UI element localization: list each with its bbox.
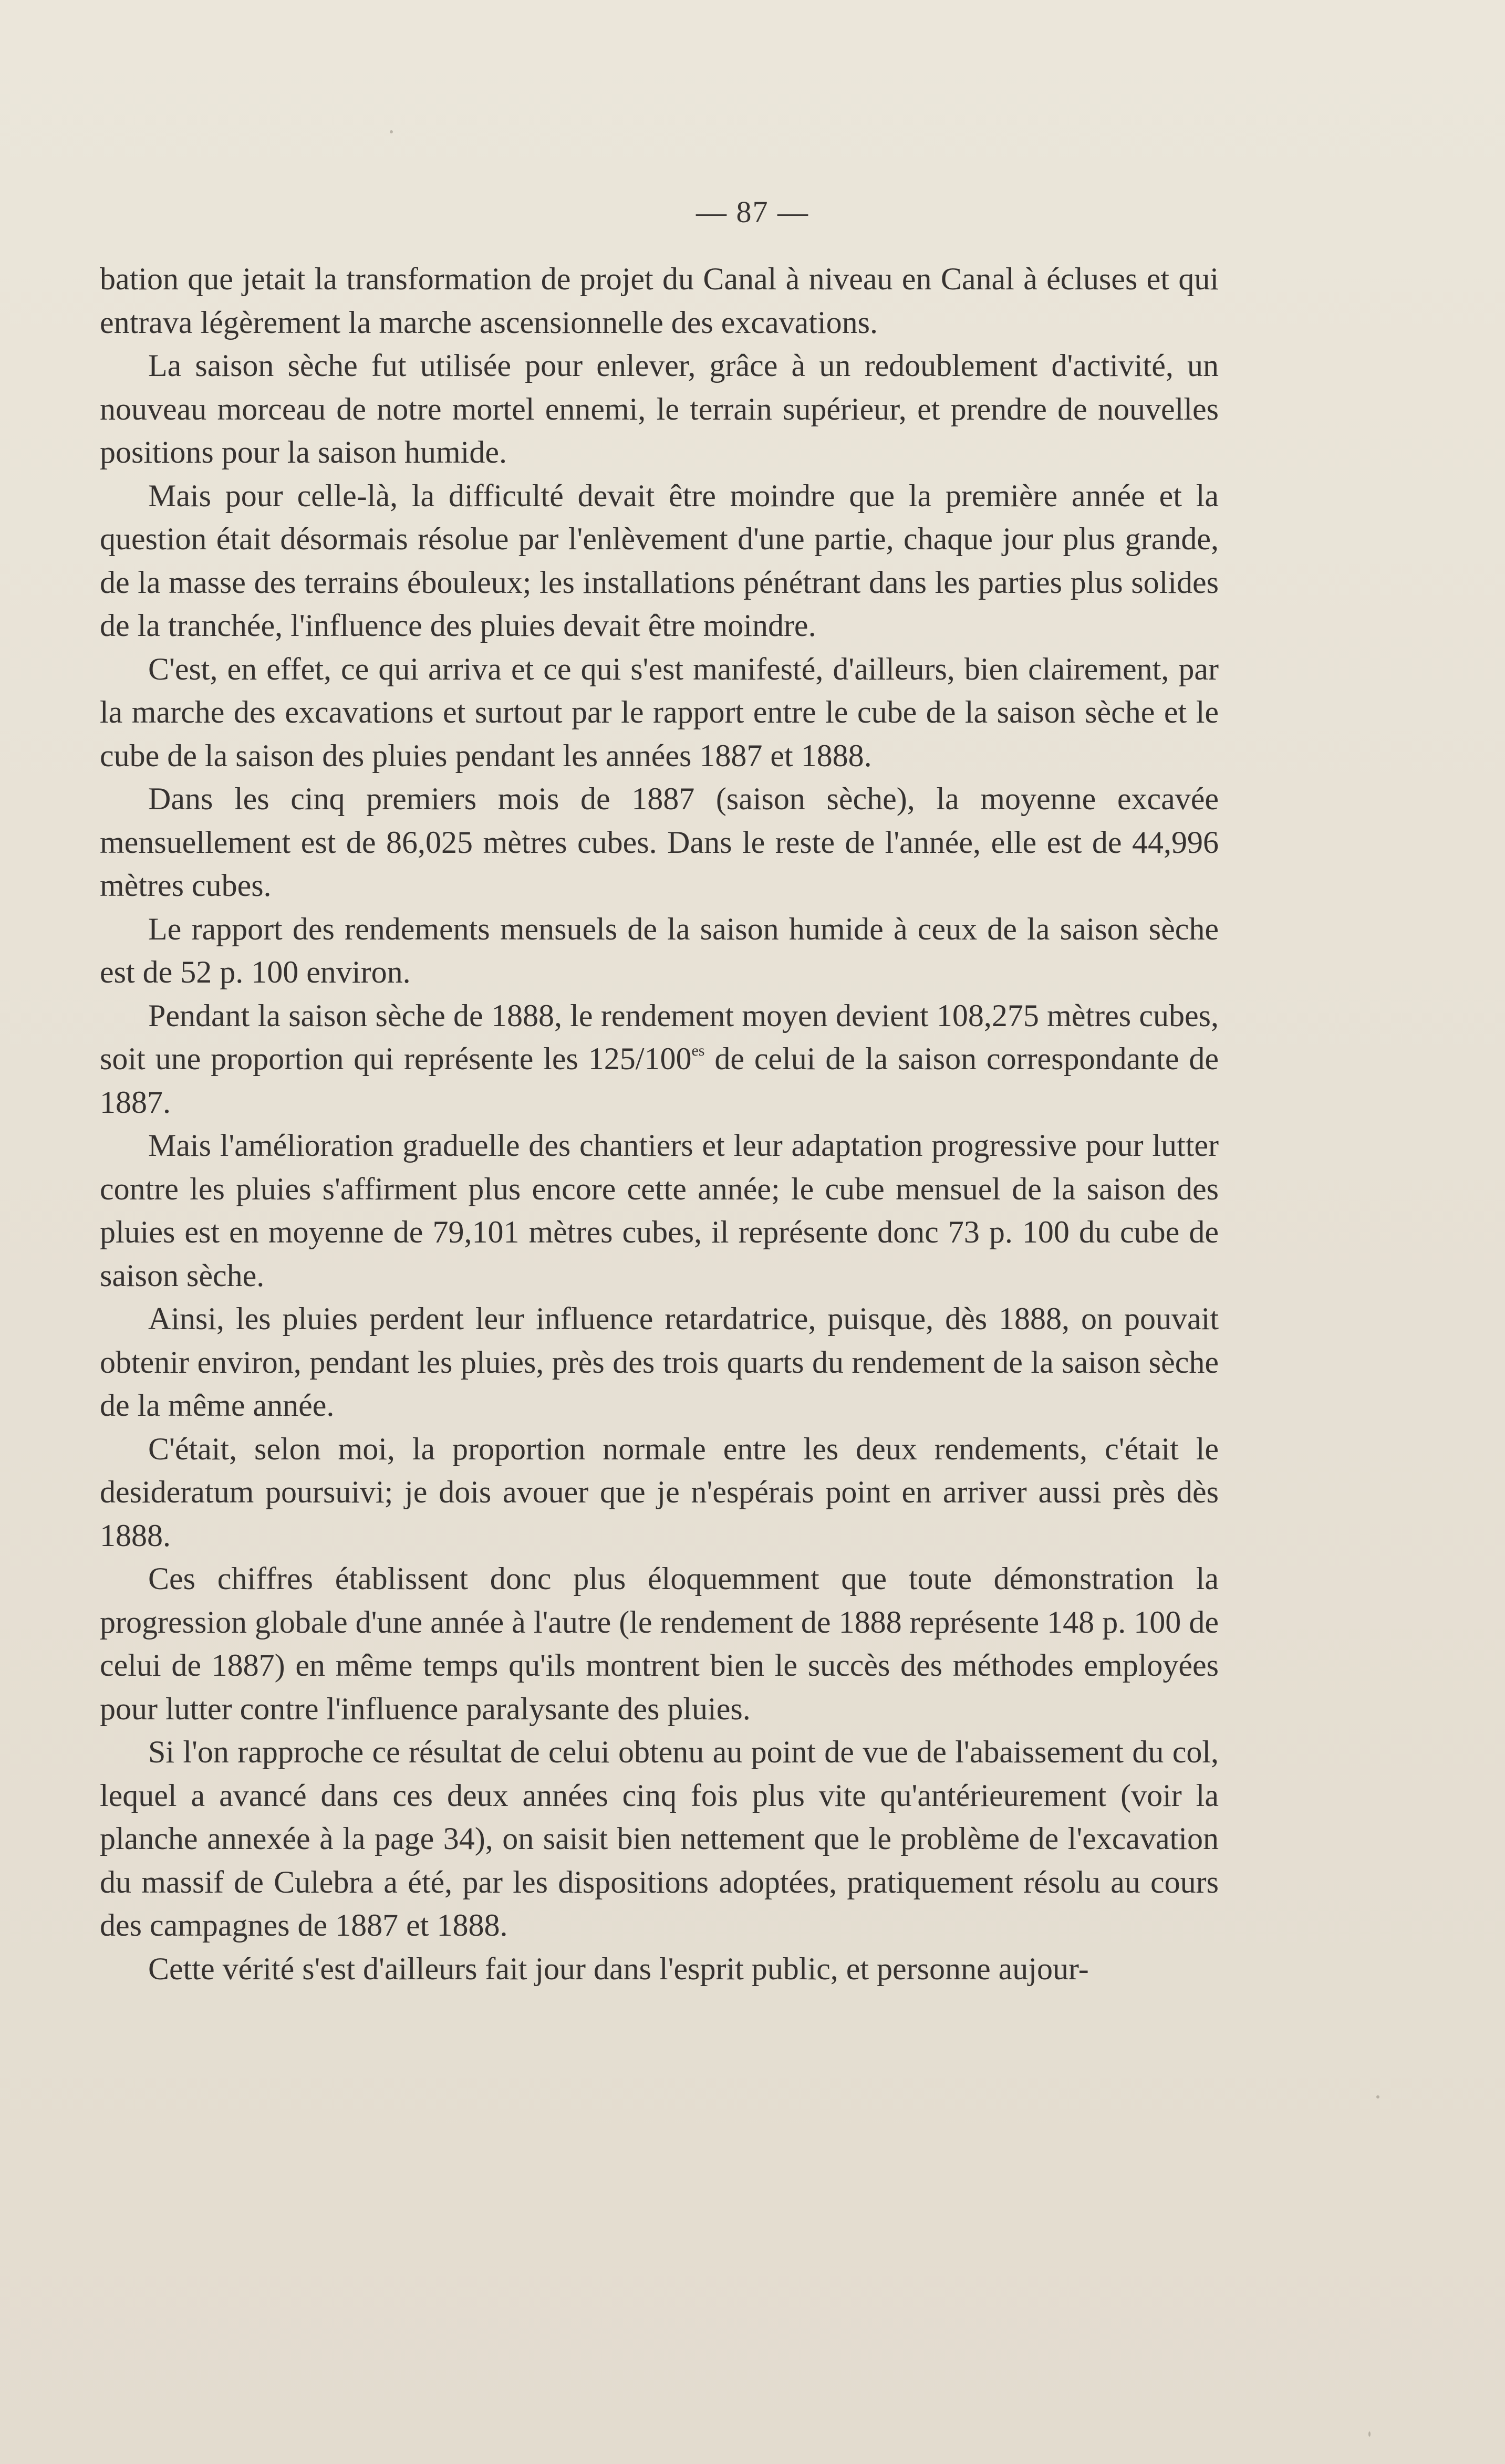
- paper-speck: [1368, 2431, 1371, 2437]
- paragraph: bation que jetait la transformation de projet du Canal à niveau en Canal à écluses et qui entrava légèrement la marche ascensionnelle des excavations.: [100, 262, 1219, 340]
- paragraph: [100, 994, 1219, 1124]
- paragraph: Si l'on rapproche ce résultat de celui obtenu au point de vue de l'abaissement du col, lequel a avancé dans ces deux années cinq fois plus vite qu'antérieurement (voir la planche annexée à la page 34), on saisit bien nettement que le problème de l'excavation du massif de Culebra a été, par les dispositions adoptées, pratiquement résolu au cours des campagnes de 1887 et 1888.: [100, 1735, 1219, 1943]
- body-text: [100, 257, 1219, 1990]
- paragraph: Dans les cinq premiers mois de 1887 (saison sèche), la moyenne excavée mensuellement est de 86,025 mètres cubes. Dans le reste de l'année, elle est de 44,996 mètres cubes.: [100, 781, 1219, 903]
- paper-speck: [1376, 2095, 1379, 2098]
- paragraph: La saison sèche fut utilisée pour enlever, grâce à un redoublement d'activité, un nouveau morceau de notre mortel ennemi, le terrain supérieur, et prendre de nouvelles positions pour la saison humide.: [100, 348, 1219, 469]
- superscript: es: [691, 1042, 705, 1059]
- paragraph: Ces chiffres établissent donc plus éloquemment que toute démonstration la progression globale d'une année à l'autre (le rendement de 1888 représente 148 p. 100 de celui de 1887) en même temps qu'ils montrent bien le succès des méthodes employées pour lutter contre l'influence paralysante des pluies.: [100, 1561, 1219, 1726]
- paragraph: Cette vérité s'est d'ailleurs fait jour dans l'esprit public, et personne aujour-: [148, 1951, 1089, 1986]
- paragraph: Mais l'amélioration graduelle des chantiers et leur adaptation progressive pour lutter contre les pluies s'affirment plus encore cette année; le cube mensuel de la saison des pluies est en moyenne de 79,101 mètres cubes, il représente donc 73 p. 100 du cube de saison sèche.: [100, 1128, 1219, 1293]
- paragraph: C'était, selon moi, la proportion normale entre les deux rendements, c'était le desideratum poursuivi; je dois avouer que je n'espérais point en arriver aussi près dès 1888.: [100, 1431, 1219, 1553]
- paragraph-text: de celui de la saison correspondante de 1887.: [100, 1041, 1219, 1120]
- paragraph-text: Pendant la saison sèche de 1888, le rendement moyen devient 108,275 mètres cubes, soit une proportion qui représente les 125/100: [100, 998, 1219, 1076]
- page-number: — 87 —: [696, 195, 809, 229]
- paper-speck: [390, 130, 393, 133]
- paragraph: Mais pour celle-là, la difficulté devait être moindre que la première année et la question était désormais résolue par l'enlèvement d'une partie, chaque jour plus grande, de la masse des terrains ébouleux; les installations pénétrant dans les parties plus solides de la tranchée, l'influence des pluies devait être moindre.: [100, 478, 1219, 643]
- paragraph: C'est, en effet, ce qui arriva et ce qui s'est manifesté, d'ailleurs, bien clairement, par la marche des excavations et surtout par le rapport entre le cube de la saison sèche et le cube de la saison des pluies pendant les années 1887 et 1888.: [100, 651, 1219, 773]
- paragraph: Ainsi, les pluies perdent leur influence retardatrice, puisque, dès 1888, on pouvait obtenir environ, pendant les pluies, près des trois quarts du rendement de la saison sèche de la même année.: [100, 1301, 1219, 1423]
- paragraph: Le rapport des rendements mensuels de la saison humide à ceux de la saison sèche est de 52 p. 100 environ.: [100, 911, 1219, 989]
